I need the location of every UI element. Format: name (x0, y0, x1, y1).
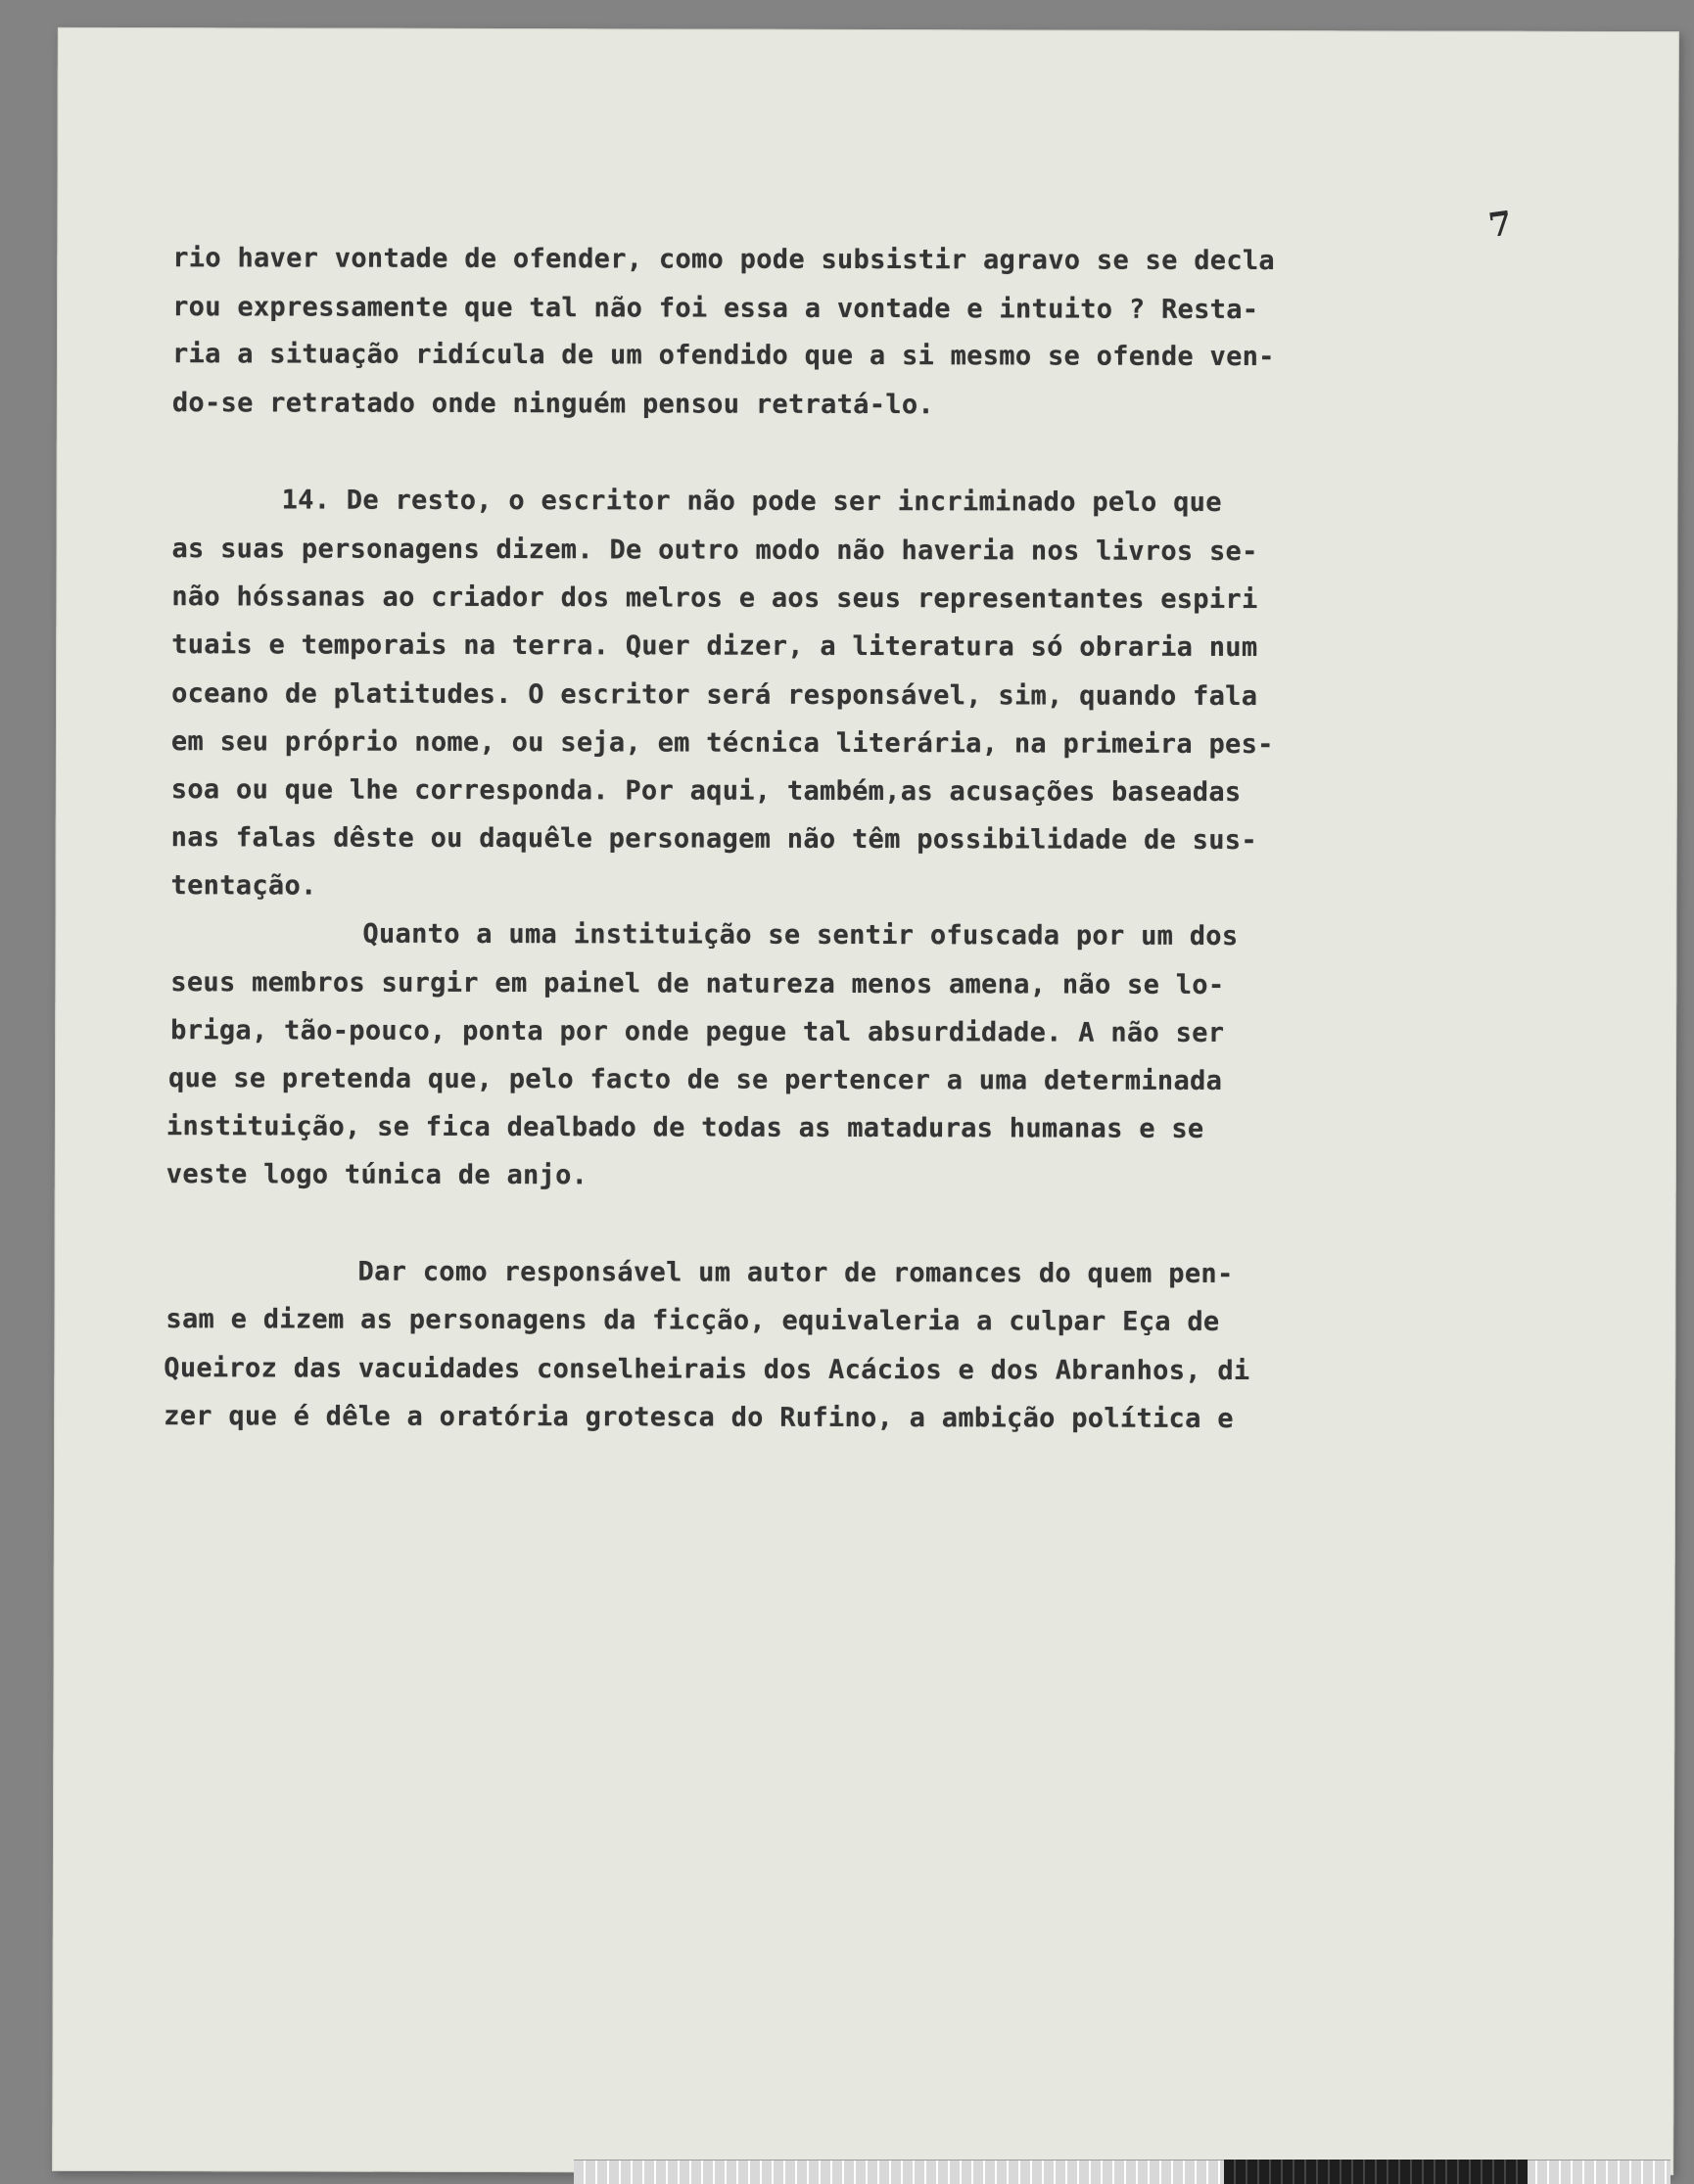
text-line: ria a situação ridícula de um ofendido que a si mesmo se ofende ven- (171, 339, 1275, 373)
scale-ruler-dark-segment (1224, 2160, 1528, 2184)
page-body (164, 27, 1388, 1434)
text-line: Queiroz das vacuidades conselheirais dos Acácios e dos Abranhos, di (164, 1353, 1250, 1387)
text-line: oceano de platitudes. O escritor será responsável, sim, quando fala (171, 678, 1258, 713)
text-line: nas falas dêste ou daquêle personagem não têm possibilidade de sus- (170, 822, 1257, 857)
text-line: tuais e temporais na terra. Quer dizer, a literatura só obraria num (171, 629, 1258, 664)
text-line: zer que é dêle a oratória grotesca do Rufino, a ambição política e (164, 1401, 1234, 1434)
text-line: que se pretenda que, pelo facto de se pertencer a uma determinada (168, 1063, 1223, 1096)
text-line: rio haver vontade de ofender, como pode subsistir agravo se se decla (172, 243, 1276, 277)
text-line: em seu próprio nome, ou seja, em técnica literária, na primeira pes- (170, 726, 1274, 761)
text-line: instituição, se fica dealbado de todas as mataduras humanas e se (165, 1111, 1204, 1144)
typewritten-page (52, 27, 1679, 2175)
text-line: do-se retratado onde ninguém pensou retratá-lo. (171, 388, 935, 421)
text-line: 14. De resto, o escritor não pode ser incriminado pelo que (281, 485, 1222, 518)
page-number-mark: 7 (1485, 204, 1515, 247)
text-line: Dar como responsável um autor de romances do quem pen- (357, 1256, 1234, 1289)
text-line: rou expressamente que tal não foi essa a vontade e intuito ? Resta- (172, 292, 1259, 326)
text-line: seus membros surgir em painel de natureza menos amena, não se lo- (170, 967, 1225, 1000)
text-line: não hóssanas ao criador dos melros e aos seus representantes espiri (171, 581, 1258, 616)
text-line: Quanto a uma instituição se sentir ofuscada por um dos (362, 918, 1239, 952)
text-line: briga, tão-pouco, ponta por onde pegue tal absurdidade. A não ser (170, 1015, 1225, 1048)
text-line: tentação. (170, 870, 317, 902)
text-line: as suas personagens dizem. De outro modo não haveria nos livros se- (171, 534, 1258, 568)
text-line: sam e dizem as personagens da ficção, equivaleria a culpar Eça de (165, 1304, 1220, 1337)
text-line: soa ou que lhe corresponda. Por aqui, também,as acusações baseadas (170, 774, 1242, 809)
text-line: veste logo túnica de anjo. (165, 1159, 588, 1191)
